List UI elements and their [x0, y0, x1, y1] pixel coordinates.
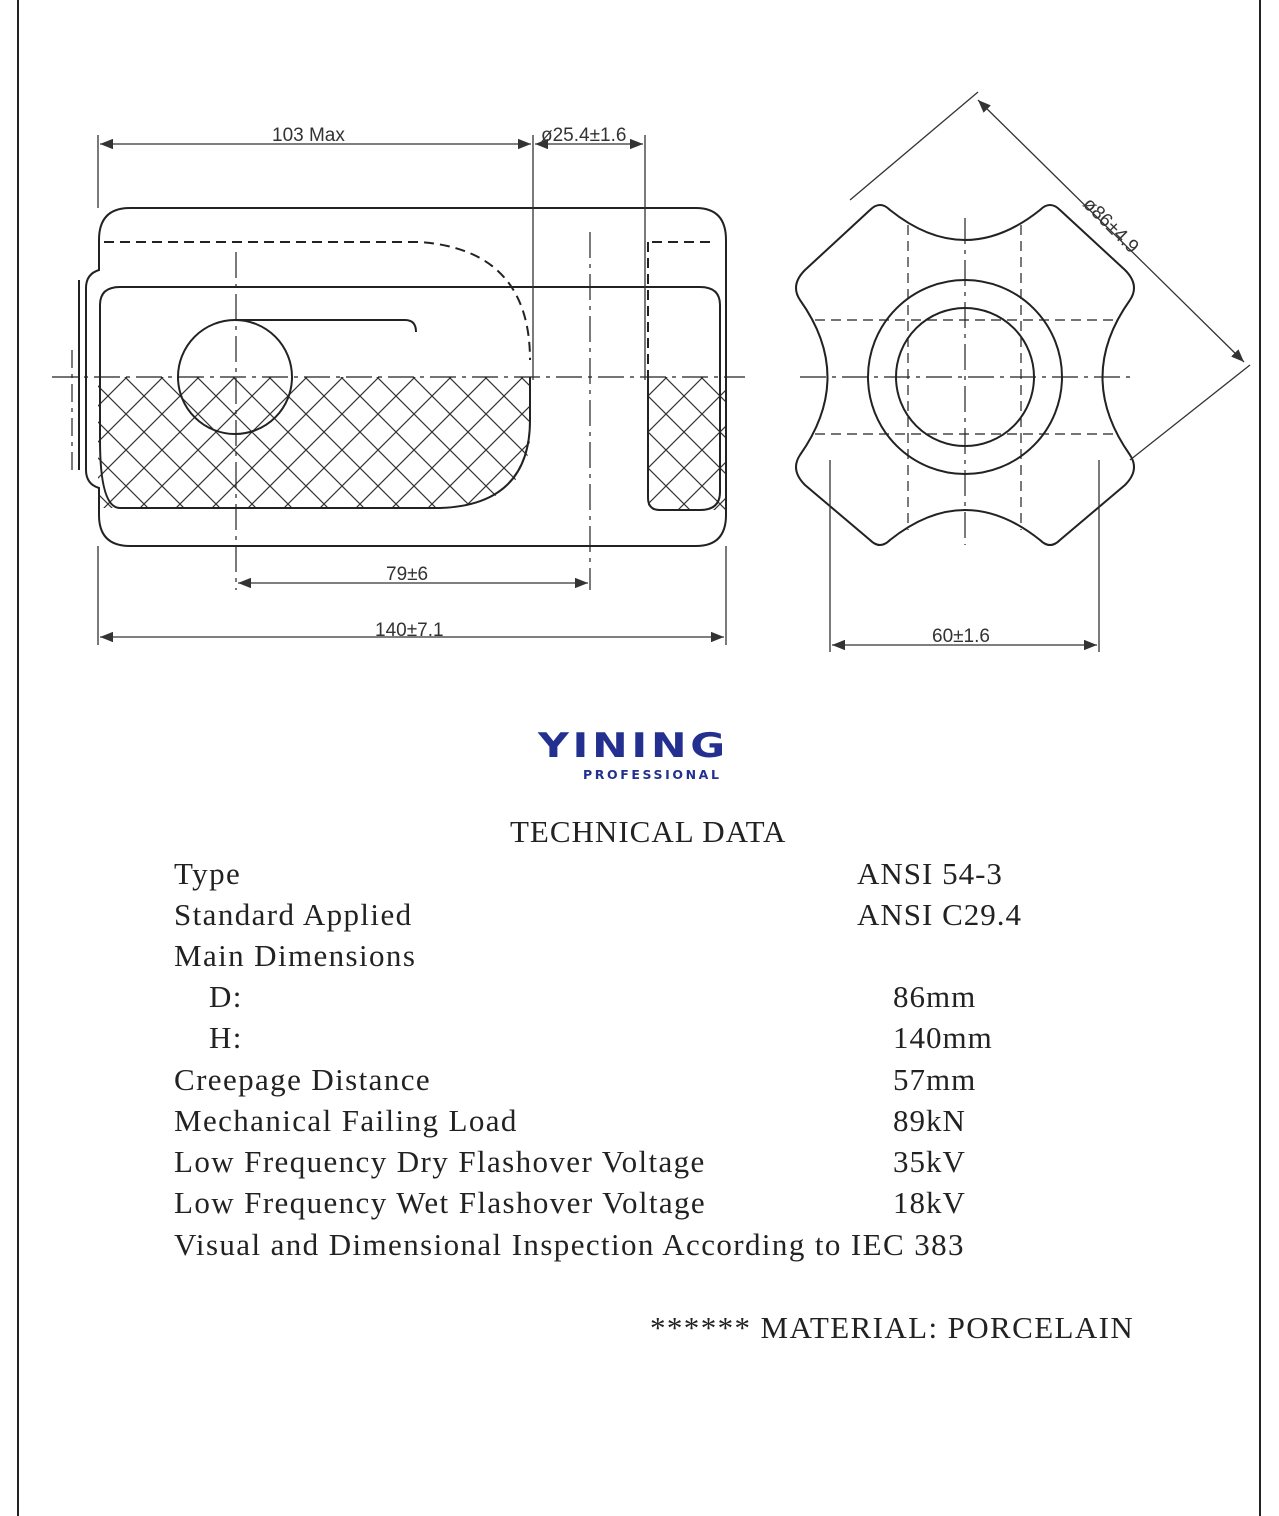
- dim-hole-diameter: ø25.4±1.6: [541, 125, 627, 146]
- dim-hole-spacing: 79±6: [386, 564, 429, 585]
- row-label-type: Type: [174, 856, 242, 891]
- row-label-d: D:: [209, 979, 243, 1014]
- dim-length: 140±7.1: [375, 620, 444, 641]
- row-label-inspection: Visual and Dimensional Inspection According to IEC 383: [174, 1227, 965, 1262]
- technical-data-title: TECHNICAL DATA: [510, 814, 787, 849]
- row-value-standard: ANSI C29.4: [857, 897, 1023, 932]
- row-label-main-dimensions: Main Dimensions: [174, 938, 417, 973]
- material-note: ****** MATERIAL: PORCELAIN: [650, 1310, 1135, 1345]
- row-label-creepage: Creepage Distance: [174, 1062, 432, 1097]
- logo-tagline: PROFESSIONAL: [583, 767, 722, 782]
- dim-width: 60±1.6: [932, 626, 990, 647]
- end-view: [796, 205, 1134, 545]
- row-value-wet-flashover: 18kV: [893, 1185, 966, 1220]
- row-label-wet-flashover: Low Frequency Wet Flashover Voltage: [174, 1185, 707, 1220]
- row-label-h: H:: [209, 1020, 243, 1055]
- row-value-mechanical-load: 89kN: [893, 1103, 966, 1138]
- dim-103-max: 103 Max: [272, 125, 345, 146]
- row-value-type: ANSI 54-3: [857, 856, 1003, 891]
- row-value-dry-flashover: 35kV: [893, 1144, 966, 1179]
- technical-drawing: [0, 0, 1279, 700]
- row-label-dry-flashover: Low Frequency Dry Flashover Voltage: [174, 1144, 706, 1179]
- row-value-creepage: 57mm: [893, 1062, 977, 1097]
- hatch-section-left: [98, 377, 530, 508]
- row-value-h: 140mm: [893, 1020, 993, 1055]
- logo-wordmark: YINING: [538, 726, 729, 766]
- row-value-d: 86mm: [893, 979, 977, 1014]
- row-label-mechanical-load: Mechanical Failing Load: [174, 1103, 518, 1138]
- hook-groove: [236, 320, 416, 332]
- side-view: [52, 208, 745, 590]
- row-label-standard: Standard Applied: [174, 897, 413, 932]
- hatch-section-right: [648, 377, 726, 510]
- dim-diagonal: ø86±4.9: [1078, 193, 1143, 258]
